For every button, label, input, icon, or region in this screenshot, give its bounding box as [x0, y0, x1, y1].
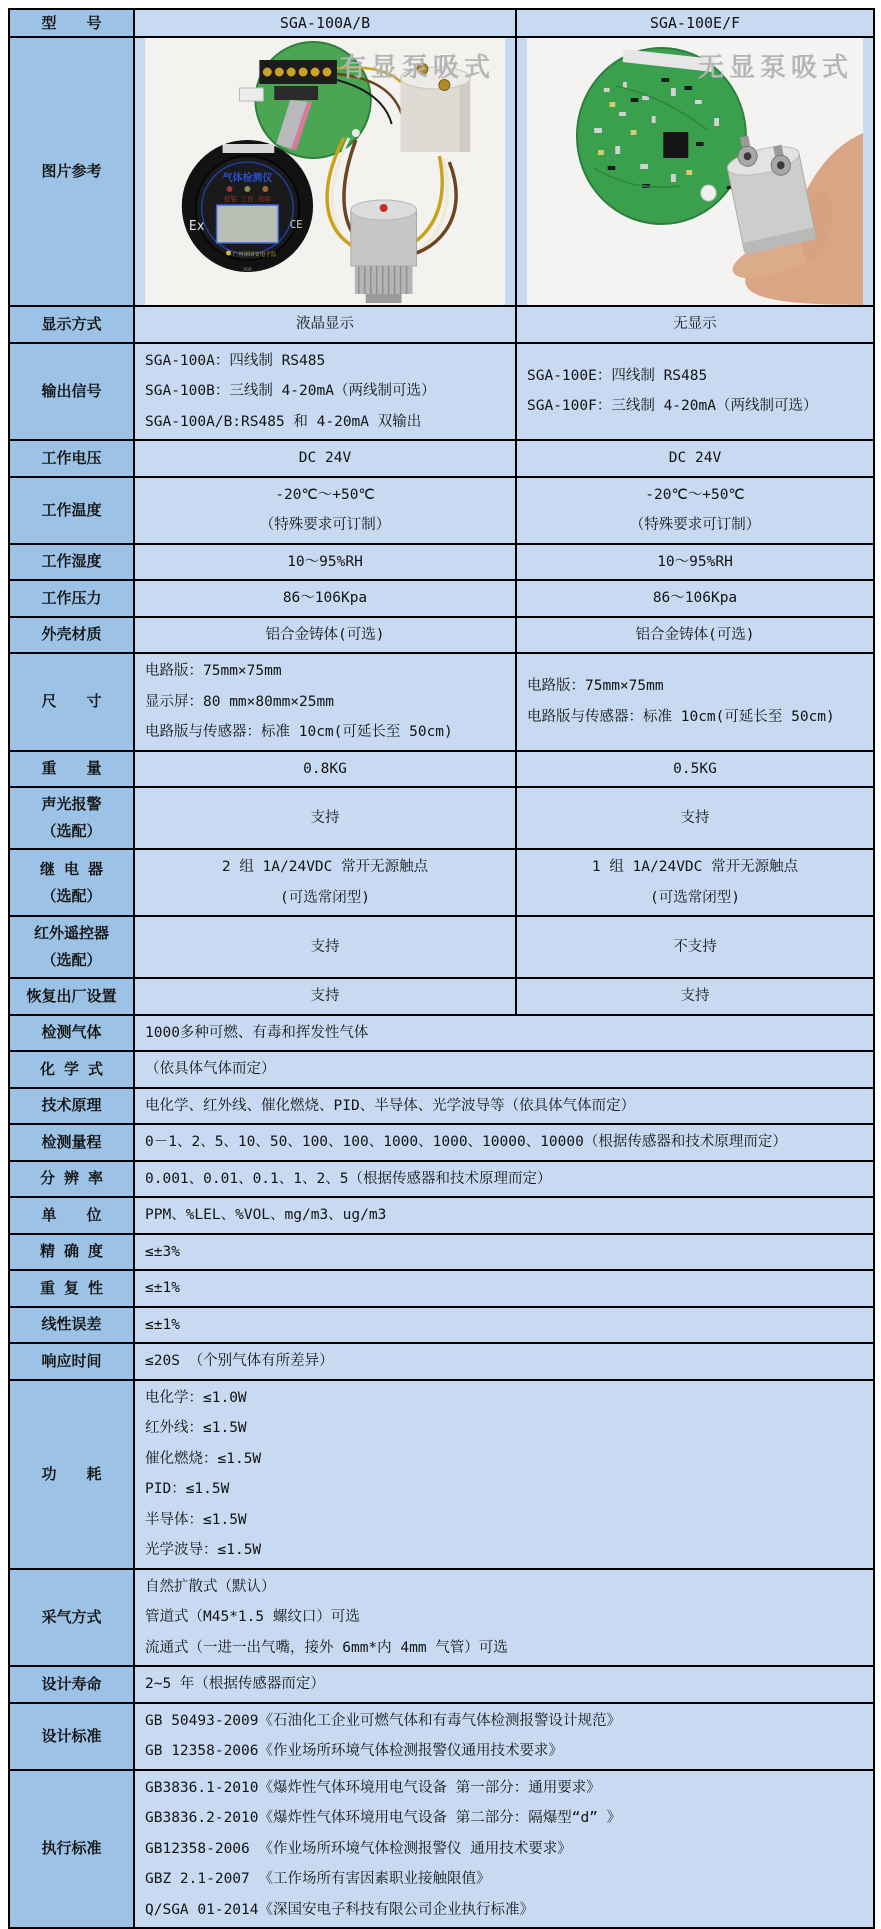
photo-cell-sga100ab [134, 37, 516, 306]
watermark-pump-with-display: 有显泵吸式 [339, 52, 495, 82]
cell-line: SGA-100F：三线制 4-20mA（两线制可选） [527, 398, 818, 415]
row-label-line: 精 确 度 [39, 1242, 104, 1261]
row-label-line: 执行标准 [41, 1839, 102, 1858]
cell-line: 铝合金铸体(可选) [265, 626, 385, 643]
cell-line: （特殊要求可订制） [259, 517, 391, 533]
row-label-relay [9, 849, 134, 916]
row-label-technical-principle [9, 1088, 134, 1125]
cell-line: 流通式（一进一出气嘴，接外 6mm*内 4mm 气管）可选 [145, 1639, 508, 1656]
cell-relay-col2 [516, 849, 874, 916]
row-label-line: 工作电压 [41, 448, 102, 467]
cell-weight-col1 [134, 751, 516, 788]
cell-line: （特殊要求可订制） [629, 517, 761, 533]
cell-ir-remote-control-col1 [134, 916, 516, 978]
cell-line: SGA-100B：三线制 4-20mA（两线制可选） [145, 383, 436, 399]
cell-accuracy [134, 1234, 874, 1271]
row-label-shell-material [9, 617, 134, 654]
row-label-ir-remote-control [9, 916, 134, 978]
photo-reference-row [9, 37, 874, 306]
cell-line: 无显示 [673, 316, 717, 332]
row-label-factory-reset [9, 978, 134, 1015]
product-spec-table [8, 8, 875, 1929]
row-label-line: 单 位 [41, 1205, 102, 1224]
spec-row-working-humidity [9, 544, 874, 581]
svg-text:气体检测仪: 气体检测仪 [222, 172, 273, 185]
cell-output-signal-col2 [516, 343, 874, 441]
spec-row-resolution [9, 1161, 874, 1198]
row-label-power-consumption [9, 1380, 134, 1569]
row-label-line: 设计寿命 [41, 1674, 102, 1693]
cell-line: SGA-100A：四线制 RS485 [145, 352, 326, 369]
row-label-line: 采气方式 [41, 1607, 102, 1626]
cell-linearity-error [134, 1307, 874, 1344]
svg-text:CE: CE [289, 217, 303, 232]
row-label-line: 检测气体 [41, 1023, 102, 1042]
cell-working-pressure-col1 [134, 580, 516, 617]
cell-shell-material-col1 [134, 617, 516, 654]
cell-repeatability [134, 1270, 874, 1307]
table-header-row [9, 9, 874, 37]
cell-line: 管道式（M45*1.5 螺纹口）可选 [145, 1609, 360, 1625]
product-photo-sga100ab [145, 38, 505, 305]
svg-text:报警 工作 故障: 报警 工作 故障 [224, 194, 271, 204]
spec-row-working-pressure [9, 580, 874, 617]
cell-line: 催化燃烧：≤1.5W [145, 1450, 262, 1467]
spec-row-working-temperature [9, 477, 874, 544]
row-label-sampling-method [9, 1569, 134, 1667]
row-label-resolution [9, 1161, 134, 1198]
cell-technical-principle [134, 1088, 874, 1125]
cell-working-humidity-col1 [134, 544, 516, 581]
svg-text:Ex: Ex [188, 218, 205, 235]
cell-power-consumption [134, 1380, 874, 1569]
row-label-line: 显示方式 [41, 314, 102, 333]
spec-row-linearity-error [9, 1307, 874, 1344]
row-label-line: （选配） [41, 822, 102, 840]
cell-unit [134, 1197, 874, 1234]
spec-row-dimensions [9, 653, 874, 751]
cell-line: -20℃～+50℃ [645, 486, 745, 503]
cell-line: 86～106Kpa [282, 590, 368, 606]
row-label-output-signal [9, 343, 134, 441]
cell-sampling-method [134, 1569, 874, 1667]
cell-audible-visual-alarm-col2 [516, 787, 874, 849]
cell-output-signal-col1 [134, 343, 516, 441]
cell-line: 铝合金铸体(可选) [635, 626, 755, 643]
cell-line: 支持 [310, 938, 340, 955]
cell-line: 支持 [310, 988, 340, 1004]
product-photo-sga100ef [527, 38, 863, 305]
cell-dimensions-col1 [134, 653, 516, 751]
row-label-line: 技术原理 [41, 1096, 102, 1115]
row-label-line: 分 辨 率 [39, 1169, 104, 1188]
row-label-display-mode [9, 306, 134, 343]
row-label-line: 工作压力 [41, 588, 102, 607]
cell-display-mode-col2 [516, 306, 874, 343]
row-label-line: 尺 寸 [41, 692, 102, 711]
cell-line: ≤±3% [145, 1243, 180, 1260]
header-model-label: 型 号 [9, 9, 134, 37]
row-label-line: 输出信号 [41, 381, 102, 400]
cell-line: 电化学、红外线、催化燃烧、PID、半导体、光学波导等（依具体气体而定） [145, 1097, 636, 1114]
row-label-line: （选配） [41, 951, 102, 969]
row-label-chemical-formula [9, 1051, 134, 1088]
row-label-line: 继 电 器 [39, 859, 104, 878]
cell-design-life [134, 1666, 874, 1703]
cell-dimensions-col2 [516, 653, 874, 751]
spec-row-audible-visual-alarm [9, 787, 874, 849]
row-label-response-time [9, 1343, 134, 1380]
cell-detection-range [134, 1124, 874, 1161]
cell-executive-standard [134, 1770, 874, 1929]
row-label-working-temperature [9, 477, 134, 544]
row-label-line: 功 耗 [41, 1464, 102, 1483]
spec-row-unit [9, 1197, 874, 1234]
cell-line: 支持 [680, 988, 710, 1004]
row-label-working-pressure [9, 580, 134, 617]
cell-line: 1000多种可燃、有毒和挥发性气体 [145, 1024, 369, 1041]
cell-line: 电路版与传感器：标准 10cm(可延长至 50cm) [145, 724, 453, 740]
cell-line: 液晶显示 [296, 316, 354, 332]
cell-line: PPM、%LEL、%VOL、mg/m3、ug/m3 [145, 1207, 387, 1223]
cell-line: 2~5 年（根据传感器而定） [145, 1676, 325, 1692]
cell-resolution [134, 1161, 874, 1198]
spec-row-detected-gases [9, 1015, 874, 1052]
cell-line: DC 24V [668, 450, 722, 466]
row-label-line: 线性误差 [41, 1315, 102, 1334]
cell-line: GB3836.2-2010《爆炸性气体环境用电气设备 第二部分：隔爆型“d” 》 [145, 1810, 622, 1826]
spec-row-chemical-formula [9, 1051, 874, 1088]
cell-line: 0.001、0.01、0.1、1、2、5（根据传感器和技术原理而定） [145, 1170, 552, 1187]
spec-row-relay [9, 849, 874, 916]
cell-line: (可选常闭型) [650, 889, 740, 906]
row-label-weight [9, 751, 134, 788]
photo-cell-sga100ef [516, 37, 874, 306]
cell-line: 1 组 1A/24VDC 常开无源触点 [591, 859, 799, 875]
row-label-unit [9, 1197, 134, 1234]
row-label-dimensions [9, 653, 134, 751]
cell-relay-col1 [134, 849, 516, 916]
cell-line: SGA-100A/B:RS485 和 4-20mA 双输出 [145, 413, 422, 430]
cell-line: GB 50493-2009《石油化工企业可燃气体和有毒气体检测报警设计规范》 [145, 1712, 621, 1729]
cell-line: ≤±1% [145, 1280, 180, 1296]
row-label-line: 响应时间 [41, 1351, 102, 1370]
row-label-line: （选配） [41, 886, 102, 905]
spec-row-design-life [9, 1666, 874, 1703]
row-label-line: 工作湿度 [41, 552, 102, 571]
row-label-repeatability [9, 1270, 134, 1307]
cell-line: Q/SGA 01-2014《深国安电子科技有限公司企业执行标准》 [145, 1901, 534, 1918]
cell-response-time [134, 1343, 874, 1380]
cell-working-pressure-col2 [516, 580, 874, 617]
cell-line: 2 组 1A/24VDC 常开无源触点 [221, 859, 429, 875]
cell-line: 电路版与传感器：标准 10cm(可延长至 50cm) [527, 708, 835, 725]
row-label-line: 设计标准 [41, 1726, 102, 1745]
cell-line: 自然扩散式（默认） [145, 1578, 276, 1595]
row-label-detected-gases [9, 1015, 134, 1052]
svg-text:PGM: PGM [243, 267, 252, 274]
spec-row-output-signal [9, 343, 874, 441]
row-label-line: 声光报警 [41, 795, 102, 813]
row-label-line: 外壳材质 [41, 625, 102, 644]
cell-line: 支持 [680, 809, 710, 826]
cell-working-temperature-col2 [516, 477, 874, 544]
spec-row-repeatability [9, 1270, 874, 1307]
cell-line: 10～95%RH [657, 553, 733, 570]
row-label-photo-reference: 图片参考 [9, 37, 134, 306]
cell-ir-remote-control-col2 [516, 916, 874, 978]
cell-line: GB12358-2006 《作业场所环境气体检测报警仪 通用技术要求》 [145, 1840, 572, 1857]
header-model-sga100ef: SGA-100E/F [516, 9, 874, 37]
cell-line: 红外线：≤1.5W [145, 1420, 247, 1436]
cell-line: 支持 [310, 809, 340, 826]
cell-line: 0.8KG [303, 760, 347, 777]
row-label-line: 工作温度 [41, 500, 102, 519]
cell-factory-reset-col1 [134, 978, 516, 1015]
cell-line: 光学波导：≤1.5W [145, 1542, 262, 1558]
cell-chemical-formula [134, 1051, 874, 1088]
spec-row-accuracy [9, 1234, 874, 1271]
cell-line: ≤±1% [145, 1316, 180, 1333]
spec-row-design-standard [9, 1703, 874, 1770]
cell-line: PID：≤1.5W [145, 1481, 230, 1497]
cell-detected-gases [134, 1015, 874, 1052]
cell-line: 10～95%RH [287, 553, 363, 570]
spec-row-detection-range [9, 1124, 874, 1161]
cell-design-standard [134, 1703, 874, 1770]
cell-line: ≤20S （个别气体有所差异） [145, 1353, 334, 1369]
cell-line: 电路版：75mm×75mm [527, 678, 664, 695]
row-label-linearity-error [9, 1307, 134, 1344]
spec-row-technical-principle [9, 1088, 874, 1125]
watermark-pump-without-display: 无显泵吸式 [697, 52, 853, 82]
row-label-working-voltage [9, 440, 134, 477]
cell-line: 0.5KG [673, 760, 717, 777]
spec-row-ir-remote-control [9, 916, 874, 978]
row-label-working-humidity [9, 544, 134, 581]
spec-row-shell-material [9, 617, 874, 654]
cell-working-voltage-col1 [134, 440, 516, 477]
row-label-detection-range [9, 1124, 134, 1161]
cell-line: 电路版：75mm×75mm [145, 663, 282, 679]
spec-row-response-time [9, 1343, 874, 1380]
cell-line: 半导体：≤1.5W [145, 1511, 247, 1528]
cell-shell-material-col2 [516, 617, 874, 654]
cell-display-mode-col1 [134, 306, 516, 343]
row-label-line: 红外遥控器 [33, 924, 109, 942]
cell-line: SGA-100E：四线制 RS485 [527, 367, 708, 384]
spec-row-power-consumption [9, 1380, 874, 1569]
spec-row-working-voltage [9, 440, 874, 477]
row-label-line: 检测量程 [41, 1132, 102, 1151]
cell-factory-reset-col2 [516, 978, 874, 1015]
spec-row-executive-standard [9, 1770, 874, 1929]
cell-line: -20℃～+50℃ [275, 486, 375, 503]
cell-line: 电化学：≤1.0W [145, 1389, 247, 1406]
row-label-line: 恢复出厂设置 [26, 986, 117, 1005]
row-label-line: 重 量 [41, 759, 102, 778]
cell-weight-col2 [516, 751, 874, 788]
row-label-design-standard [9, 1703, 134, 1770]
cell-line: 显示屏：80 mm×80mm×25mm [145, 693, 334, 710]
cell-working-voltage-col2 [516, 440, 874, 477]
row-label-design-life [9, 1666, 134, 1703]
cell-line: （依具体气体而定） [145, 1061, 276, 1077]
svg-text:广州深国安电子监: 广州深国安电子监 [232, 251, 277, 259]
cell-line: 0－1、2、5、10、50、100、100、1000、1000、10000、10000（根据传感器和技术原理而定） [145, 1134, 787, 1150]
cell-line: GB 12358-2006《作业场所环境气体检测报警仪通用技术要求》 [145, 1743, 563, 1759]
cell-line: (可选常闭型) [280, 889, 370, 906]
cell-working-humidity-col2 [516, 544, 874, 581]
cell-line: DC 24V [298, 450, 352, 466]
header-model-sga100ab: SGA-100A/B [134, 9, 516, 37]
spec-row-factory-reset [9, 978, 874, 1015]
cell-line: 不支持 [673, 938, 717, 955]
spec-row-display-mode [9, 306, 874, 343]
cell-line: 86～106Kpa [652, 590, 738, 606]
cell-working-temperature-col1 [134, 477, 516, 544]
spec-row-sampling-method [9, 1569, 874, 1667]
row-label-accuracy [9, 1234, 134, 1271]
spec-row-weight [9, 751, 874, 788]
row-label-audible-visual-alarm [9, 787, 134, 849]
cell-line: GB3836.1-2010《爆炸性气体环境用电气设备 第一部分：通用要求》 [145, 1779, 601, 1796]
row-label-executive-standard [9, 1770, 134, 1929]
cell-line: GBZ 2.1-2007 《工作场所有害因素职业接触限值》 [145, 1871, 491, 1887]
cell-audible-visual-alarm-col1 [134, 787, 516, 849]
row-label-line: 重 复 性 [39, 1278, 104, 1297]
row-label-line: 化 学 式 [39, 1059, 104, 1078]
